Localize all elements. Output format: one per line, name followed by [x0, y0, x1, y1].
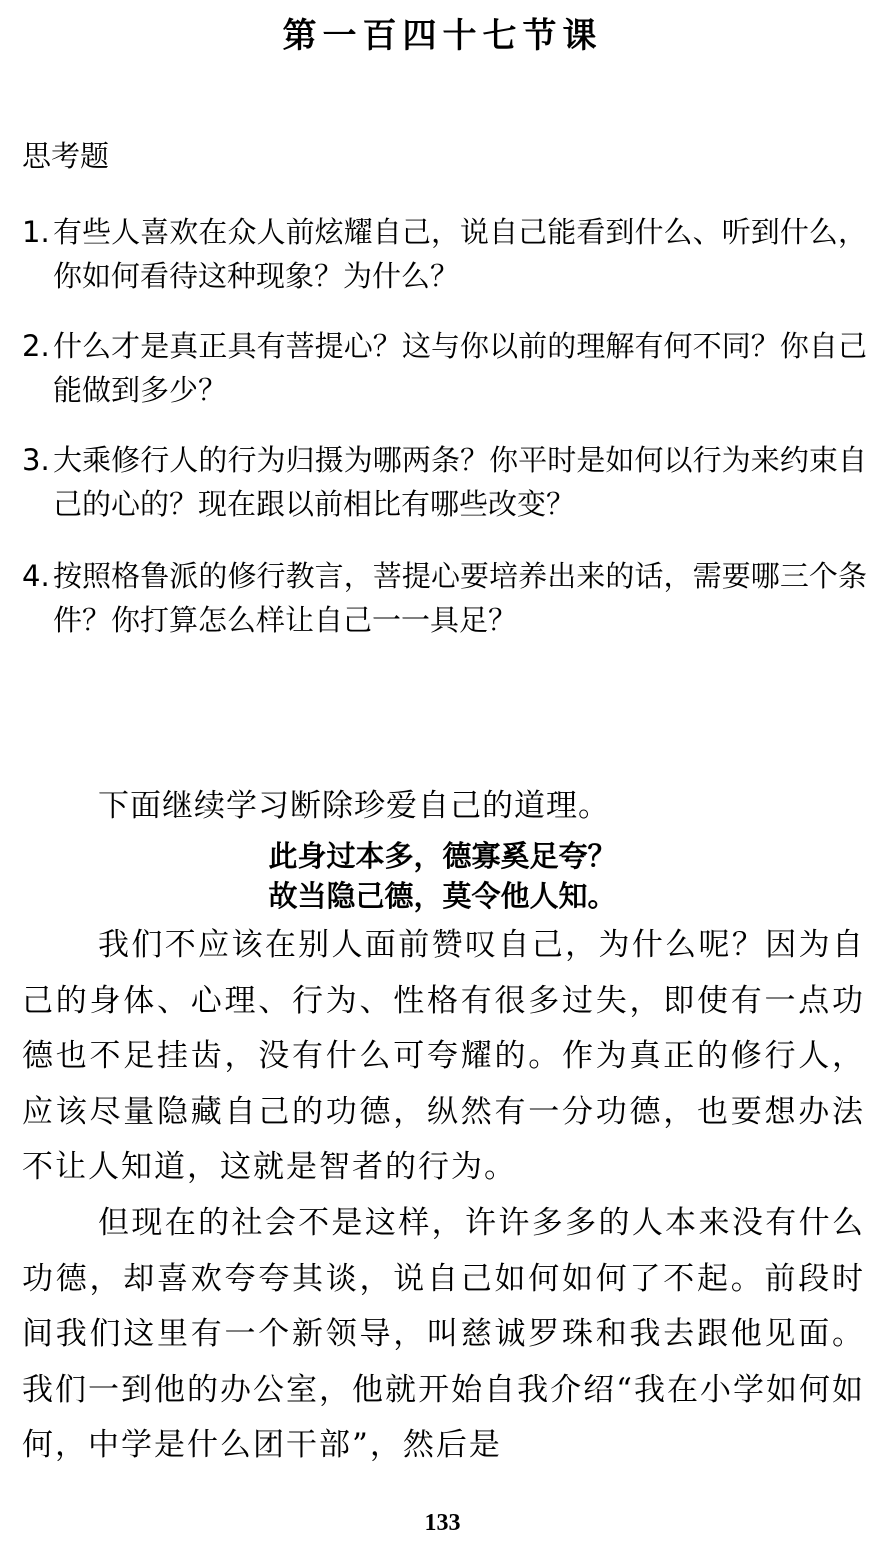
- question-number: 4.: [22, 559, 50, 593]
- question-text: 按照格鲁派的修行教言，菩提心要培养出来的话，需要哪三个条件？你打算怎么样让自己一一具足？: [53, 559, 867, 637]
- question-number: 1.: [22, 215, 50, 249]
- question-number: 3.: [22, 443, 50, 477]
- page-number: 133: [424, 1510, 461, 1536]
- page-title: 第一百四十七节课: [282, 16, 603, 56]
- verse-line-2: 故当隐己德，莫令他人知。: [268, 879, 617, 913]
- question-text: 有些人喜欢在众人前炫耀自己，说自己能看到什么、听到什么，你如何看待这种现象？为什么？: [53, 215, 867, 293]
- question-item: [22, 438, 867, 526]
- question-item: [22, 210, 867, 298]
- question-number: 2.: [22, 329, 50, 363]
- verse-line-1: 此身过本多，德寡奚足夸？: [268, 839, 617, 873]
- intro-line: 下面继续学习断除珍爱自己的道理。: [98, 788, 610, 824]
- section-heading: 思考题: [22, 139, 110, 173]
- question-text: 大乘修行人的行为归摄为哪两条？你平时是如何以行为来约束自己的心的？现在跟以前相比有哪些改变？: [53, 443, 867, 521]
- question-text: 什么才是真正具有菩提心？这与你以前的理解有何不同？你自己能做到多少？: [53, 329, 867, 407]
- question-item: [22, 324, 867, 412]
- question-item: [22, 554, 867, 642]
- body-paragraph-1: 我们不应该在别人面前赞叹自己，为什么呢？因为自己的身体、心理、行为、性格有很多过失，即使有一点功德也不足挂齿，没有什么可夸耀的。作为真正的修行人，应该尽量隐藏自己的功德，纵然有一分功德，也要想办法不让人知道，这就是智者的行为。: [22, 927, 865, 1185]
- body-paragraph-2: 但现在的社会不是这样，许许多多的人本来没有什么功德，却喜欢夸夸其谈，说自己如何如何了不起。前段时间我们这里有一个新领导，叫慈诚罗珠和我去跟他见面。我们一到他的办公室，他就开始自我介绍“我在小学如何如何，中学是什么团干部”，然后是: [22, 1205, 865, 1463]
